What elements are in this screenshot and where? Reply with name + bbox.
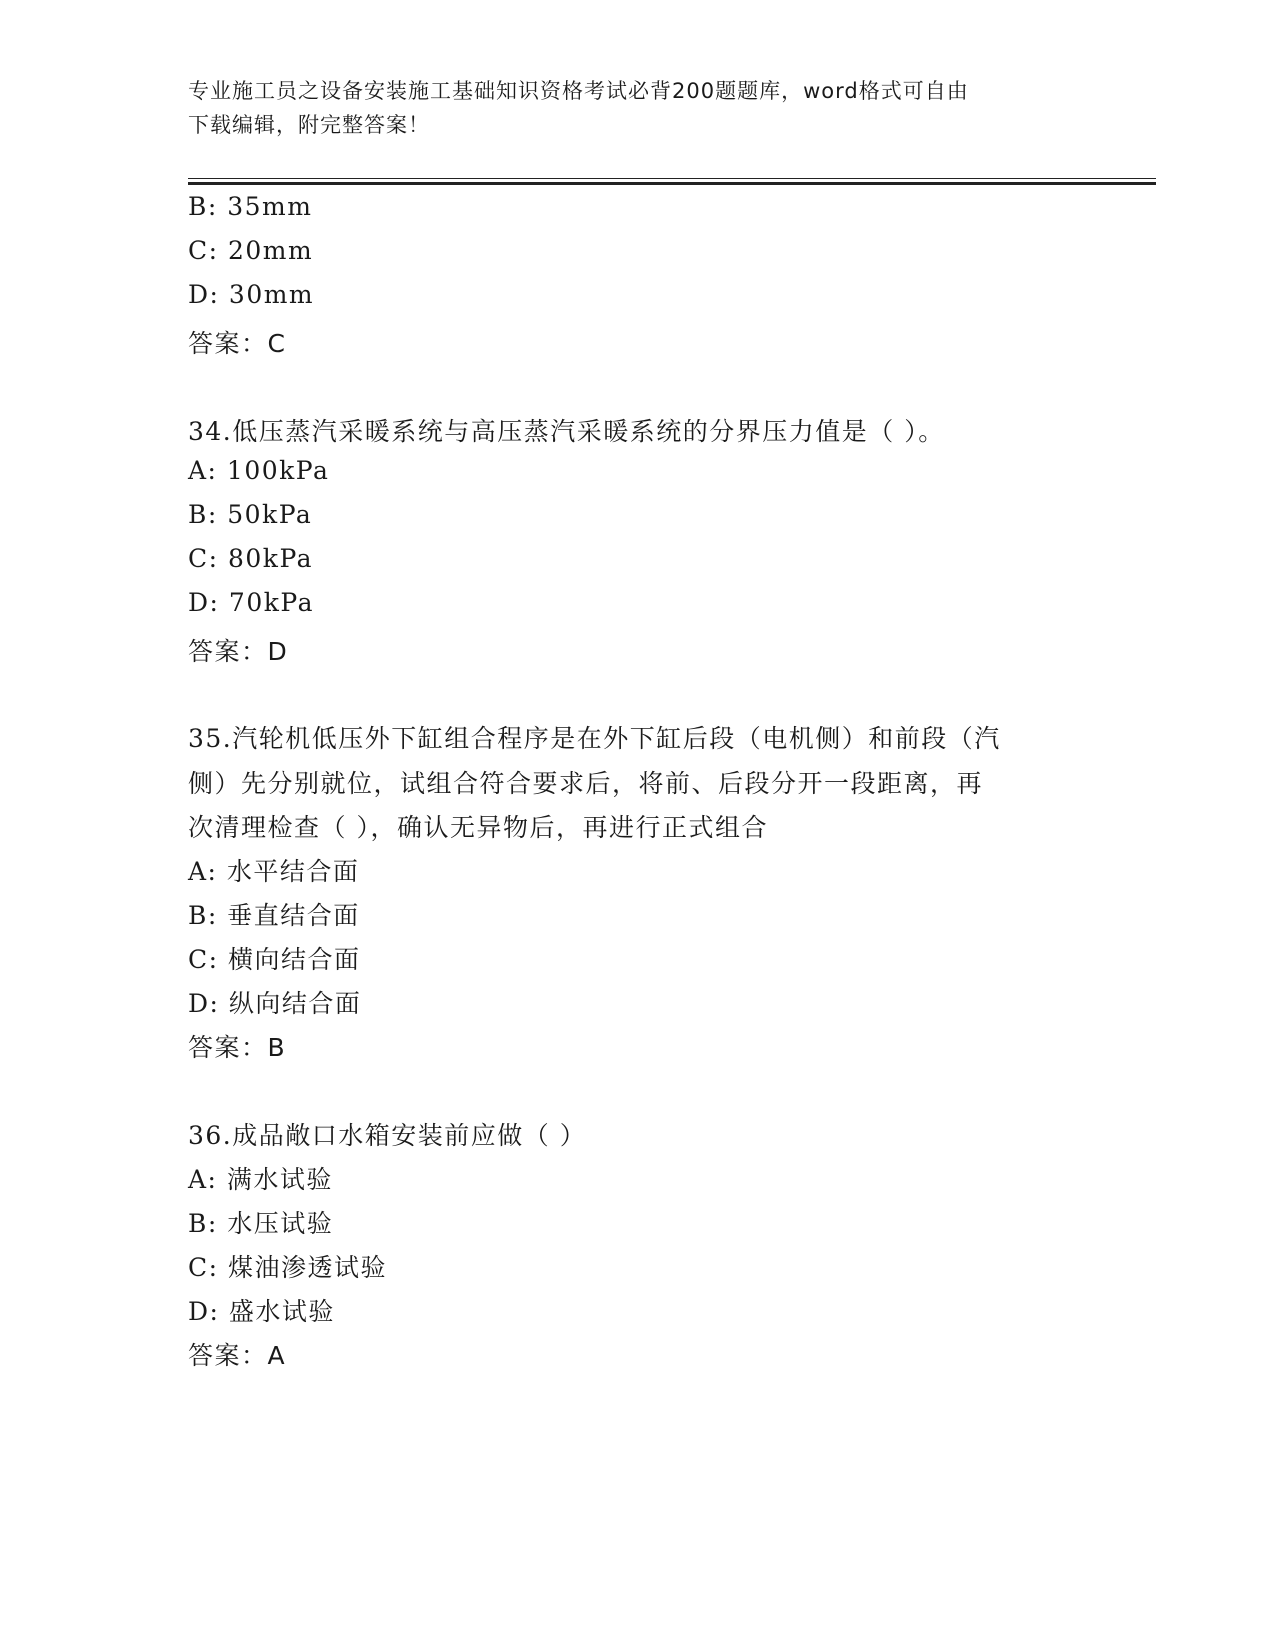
q35-question-line-1: 35.汽轮机低压外下缸组合程序是在外下缸后段（电机侧）和前段（汽: [188, 724, 1001, 753]
q34-option-c: C: 80kPa: [188, 544, 314, 573]
q33-option-b: B: 35mm: [188, 192, 313, 221]
q36-option-c: C: 煤油渗透试验: [188, 1253, 387, 1282]
q35-question-line-3: 次清理检查（ ），确认无异物后，再进行正式组合: [188, 813, 768, 842]
q34-option-d: D: 70kPa: [188, 588, 314, 617]
header-divider-thin: [188, 178, 1156, 179]
q34-answer: 答案：D: [188, 637, 289, 666]
q35-question-line-2: 侧）先分别就位，试组合符合要求后，将前、后段分开一段距离，再: [188, 769, 984, 798]
q33-option-d: D: 30mm: [188, 280, 315, 309]
q34-option-b: B: 50kPa: [188, 500, 313, 529]
q35-option-d: D: 纵向结合面: [188, 989, 362, 1018]
q34-option-a: A: 100kPa: [188, 456, 330, 485]
q36-option-a: A: 满水试验: [188, 1165, 333, 1194]
document-header: [188, 74, 1088, 142]
header-divider-thick: [188, 182, 1156, 185]
q36-option-d: D: 盛水试验: [188, 1297, 335, 1326]
q36-option-b: B: 水压试验: [188, 1209, 334, 1238]
q35-option-c: C: 横向结合面: [188, 945, 361, 974]
q33-option-c: C: 20mm: [188, 236, 314, 265]
q36-answer: 答案：A: [188, 1341, 287, 1370]
header-line-1: 专业施工员之设备安装施工基础知识资格考试必背200题题库，word格式可自由: [188, 79, 969, 103]
q36-question: 36.成品敞口水箱安装前应做（ ）: [188, 1121, 587, 1150]
q35-answer: 答案：B: [188, 1033, 287, 1062]
q35-option-b: B: 垂直结合面: [188, 901, 360, 930]
header-line-2: 下载编辑，附完整答案！: [188, 113, 430, 137]
q34-question: 34.低压蒸汽采暖系统与高压蒸汽采暖系统的分界压力值是（ ）。: [188, 417, 945, 446]
q35-option-a: A: 水平结合面: [188, 857, 360, 886]
q33-answer: 答案：C: [188, 329, 287, 358]
